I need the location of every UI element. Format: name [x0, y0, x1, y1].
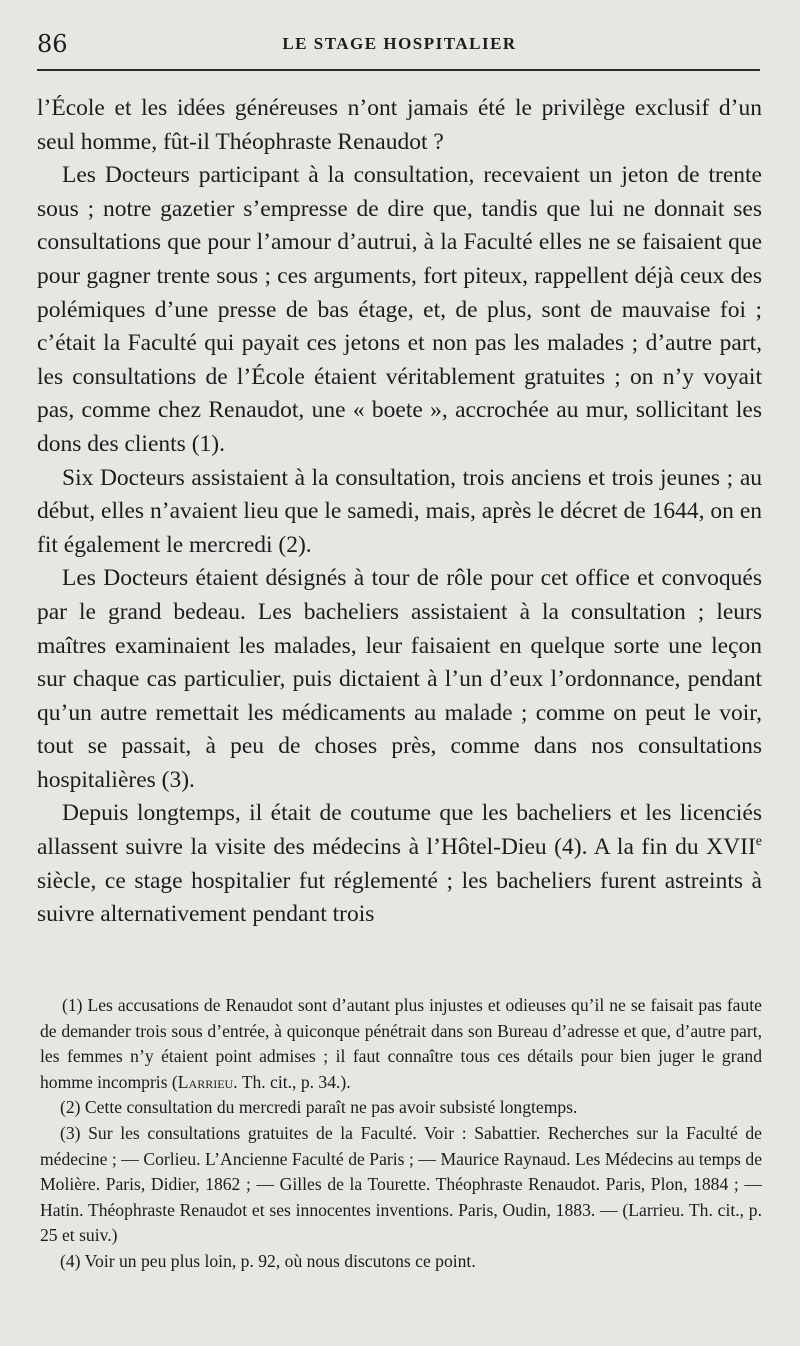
paragraph-3: Six Docteurs assistaient à la consultation, trois anciens et trois jeunes ; au début, elles n’avaient lieu que le samedi, mais, après le décret de 1644, on en fit également le mercredi (2).	[37, 464, 762, 558]
header-rule	[37, 69, 760, 71]
page-number: 86	[37, 30, 68, 58]
footnote-3: (3) Sur les consultations gratuites de la Faculté. Voir : Sabattier. Recherches sur la Faculté de médecine ; — Corlieu. L’Ancienne Faculté de Paris ; — Maurice Raynaud. Les Médecins au temps de Molière. Paris, Didier, 1862 ; — Gilles de la Tourette. Théophraste Renaudot. Paris, Plon, 1884 ; — Hatin. Théophraste Renaudot et ses innocentes inventions. Paris, Oudin, 1883. — (Larrieu. Th. cit., p. 25 et suiv.)	[40, 1122, 762, 1246]
body-text	[37, 92, 762, 932]
paragraph-5	[37, 797, 762, 931]
century-superscript: e	[755, 833, 762, 850]
footnote-2: (2) Cette consultation du mercredi paraît ne pas avoir subsisté longtemps.	[60, 1097, 578, 1118]
footnotes	[40, 993, 762, 1275]
page-header	[37, 26, 762, 62]
footnote-4: (4) Voir un peu plus loin, p. 92, où nous discutons ce point.	[60, 1250, 476, 1271]
footnote-1-tail: . Th. cit., p. 34.).	[233, 1071, 351, 1092]
paragraph-4: Les Docteurs étaient désignés à tour de rôle pour cet office et convoqués par le grand bedeau. Les bacheliers assistaient à la consultation ; leurs maîtres examinaient les malades, leur faisaient en quelque sorte une leçon sur chaque cas particulier, puis dictaient à l’un d’eux l’ordonnance, pendant qu’un autre remettait les médicaments au malade ; comme on peut le voir, tout se passait, à peu de choses près, comme dans nos consultations hospitalières (3).	[37, 565, 762, 793]
paragraph-5-end: siècle, ce stage hospitalier fut réglementé ; les bacheliers furent astreints à suivre alternativement pendant trois	[37, 867, 762, 928]
paragraph-1: l’École et les idées généreuses n’ont jamais été le privilège exclusif d’un seul homme, fût-il Théophraste Renaudot ?	[37, 95, 762, 155]
running-title: LE STAGE HOSPITALIER	[282, 34, 517, 53]
paragraph-2: Les Docteurs participant à la consultation, recevaient un jeton de trente sous ; notre gazetier s’empresse de dire que, tandis que lui ne donnait ses consultations que pour l’amour d’autrui, à la Faculté elles ne se faisaient que pour gagner trente sous ; ces arguments, fort piteux, rappellent déjà ceux des polémiques d’une presse de bas étage, et, de plus, sont de mauvaise foi ; c’était la Faculté qui payait ces jetons et non pas les malades ; d’autre part, les consultations de l’École étaient véritablement gratuites ; on n’y voyait pas, comme chez Renaudot, une « boete », accrochée au mur, sollicitant les dons des clients (1).	[37, 162, 762, 457]
footnote-1	[40, 993, 762, 1095]
paragraph-5-start: Depuis longtemps, il était de coutume que les bacheliers et les licenciés allassent suivre la visite des médecins à l’Hôtel-Dieu (4). A la fin du XVII	[37, 800, 762, 861]
footnote-1-author: Larrieu	[177, 1071, 234, 1092]
footnote-1-text: (1) Les accusations de Renaudot sont d’autant plus injustes et odieuses qu’il ne se faisait pas faute de demander trois sous d’entrée, à quiconque pénétrait dans son Bureau d’adresse et que, d’autre part, les femmes n’y étaient point admises ; il faut connaître tous ces détails pour bien juger le grand homme incompris (	[40, 995, 762, 1092]
